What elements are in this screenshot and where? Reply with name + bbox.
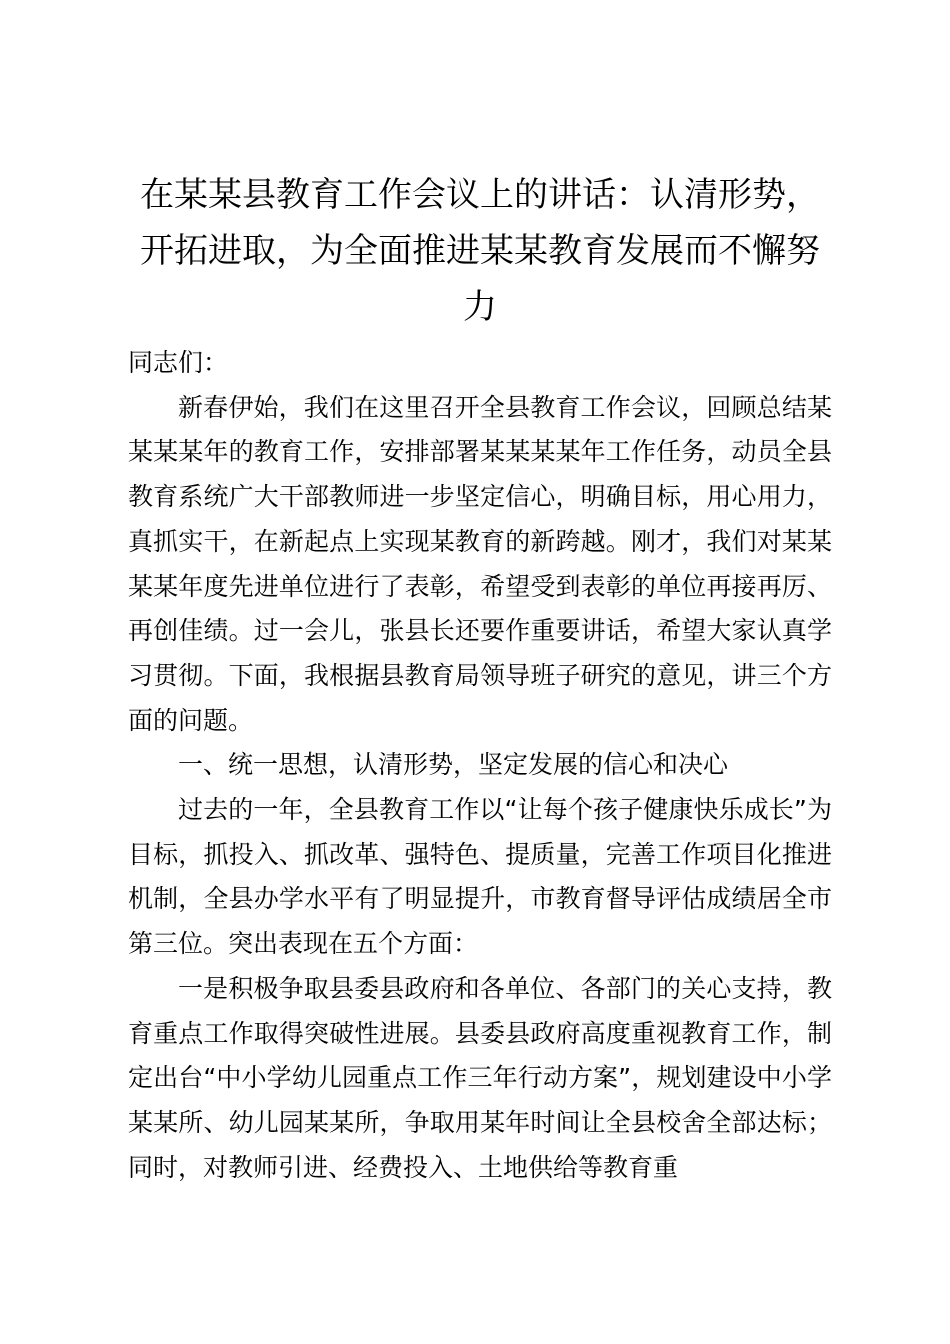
- document-body: [128, 167, 832, 1190]
- paragraph-opening: 新春伊始，我们在这里召开全县教育工作会议，回顾总结某某某某年的教育工作，安排部署某某某某年工作任务，动员全县教育系统广大干部教师进一步坚定信心，明确目标，用心用力，真抓实干，在新起点上实现某教育的新跨越。刚才，我们对某某某某年度先进单位进行了表彰，希望受到表彰的单位再接再厉、再创佳绩。过一会儿，张县长还要作重要讲话，希望大家认真学习贯彻。下面，我根据县教育局领导班子研究的意见，讲三个方面的问题。: [128, 392, 832, 735]
- document-title: 在某某县教育工作会议上的讲话：认清形势，开拓进取，为全面推进某某教育发展而不懈努力: [140, 175, 820, 327]
- section-heading-1: 一、统一思想，认清形势，坚定发展的信心和决心: [178, 750, 729, 780]
- salutation: 同志们：: [128, 348, 229, 377]
- paragraph-point-1: 一是积极争取县委县政府和各单位、各部门的关心支持，教育重点工作取得突破性进展。县委县政府高度重视教育工作，制定出台“中小学幼儿园重点工作三年行动方案”，规划建设中小学某某所、幼儿园某某所，争取用某年时间让全县校舍全部达标；同时，对教师引进、经费投入、土地供给等教育重: [128, 973, 832, 1182]
- paragraph-review: 过去的一年，全县教育工作以“让每个孩子健康快乐成长”为目标，抓投入、抓改革、强特色、提质量，完善工作项目化推进机制，全县办学水平有了明显提升，市教育督导评估成绩居全市第三位。突出表现在五个方面：: [128, 795, 832, 959]
